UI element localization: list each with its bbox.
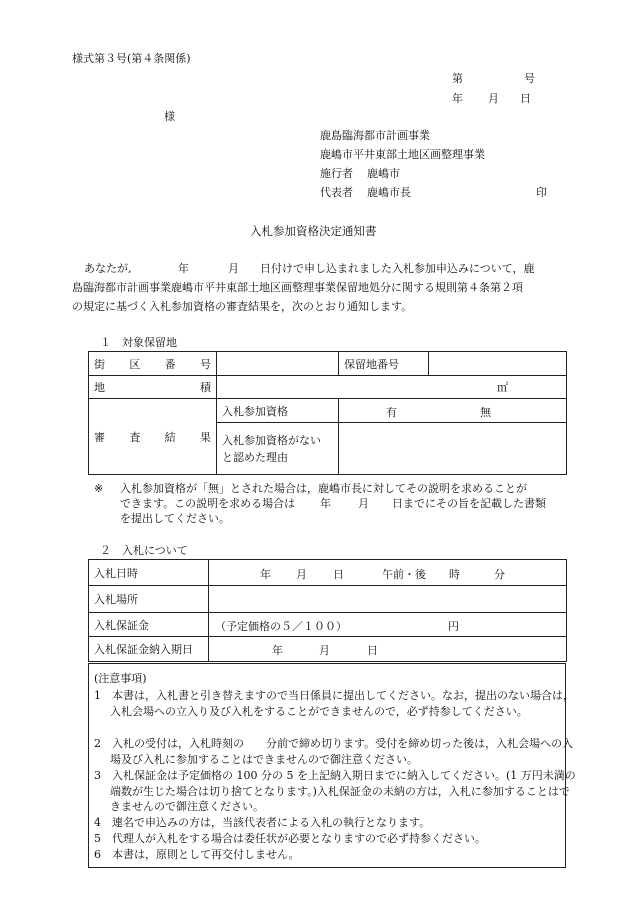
due-year: 年 — [272, 644, 283, 657]
issuer-project2: 鹿嶋市平井東部土地区画整理事業 — [320, 148, 485, 161]
eligibility-no: 無 — [480, 406, 491, 419]
doc-no-go: 号 — [524, 72, 535, 85]
remark-year: 年 — [320, 497, 331, 510]
remark-month: 月 — [358, 497, 369, 510]
bid-day: 日 — [333, 568, 344, 581]
reason-value — [339, 423, 567, 475]
date-month: 月 — [488, 92, 499, 105]
block-number-label: 街区番号 — [89, 352, 217, 376]
intro-line3: の規定に基づく入札参加資格の審査結果を，次のとおり通知します。 — [72, 300, 413, 313]
note-item-3: 3 入札保証金は予定価格の 100 分の 5 を上記納入期日までに納入してください。(1 万円未満の端数が生じた場合は切り捨てとなります。)入札保証金の未納の方は，入札に参加することはできませんので御注意ください。 — [94, 769, 576, 813]
note-item-5: 5 代理人が入札をする場合は委任状が必要となりますので必ず持参ください。 — [94, 832, 486, 845]
seal-mark: 印 — [536, 186, 547, 199]
bidding-table — [88, 559, 567, 662]
bid-month: 月 — [296, 568, 307, 581]
bid-place-label: 入札場所 — [89, 586, 209, 613]
bid-deposit-unit: 円 — [448, 620, 459, 633]
intro-line2: 島臨海都市計画事業鹿嶋市平井東部土地区画整理事業保留地処分に関する規則第４条第２項 — [72, 281, 523, 294]
representative-label: 代表者 — [320, 186, 353, 199]
remark-mark: ※ — [94, 482, 104, 495]
due-month: 月 — [319, 644, 330, 657]
result-label: 審査結果 — [89, 399, 217, 475]
bid-deposit-note: （予定価格の５／１００） — [215, 620, 347, 633]
note-item-2: 2 入札の受付は，入札時刻の 分前で締め切ります。受付を締め切った後は，入札会場への入場及び入札に参加することはできませんので御注意ください。 — [94, 737, 574, 766]
remark-line1: 入札参加資格が「無」とされた場合は，鹿嶋市長に対してその説明を求めることが — [120, 482, 527, 495]
bid-ampm: 午前・後 — [382, 568, 426, 581]
reason-label: 入札参加資格がない と認めた理由 — [217, 423, 339, 475]
remark-line3: を提出してください。 — [120, 512, 230, 525]
doc-no-dai: 第 — [452, 72, 463, 85]
remark-line2d: 日までにその旨を記載した書類 — [392, 497, 546, 510]
block-number-value — [217, 352, 339, 376]
date-year: 年 — [452, 92, 463, 105]
bid-year: 年 — [260, 568, 271, 581]
eligibility-label: 入札参加資格 — [217, 399, 339, 423]
executor-name: 鹿嶋市 — [367, 167, 400, 180]
area-unit: ㎡ — [217, 376, 567, 399]
intro-rest: 日付けで申し込まれました入札参加申込みについて，鹿 — [260, 262, 535, 275]
representative-name: 鹿嶋市長 — [367, 186, 411, 199]
remark-line2a: できます。この説明を求める場合は — [120, 497, 296, 510]
note-item-4: 4 連名で申込みの方は，当該代表者による入札の執行となります。 — [94, 816, 431, 829]
issuer-project1: 鹿島臨海都市計画事業 — [320, 129, 430, 142]
lot-number-label: 保留地番号 — [339, 352, 429, 376]
note-item-1: 1 本書は，入札書と引き替えますので当日係員に提出してください。なお，提出のない場合は，入札会場への立入り及び入札をすることができませんので，必ず持参してください。 — [94, 689, 574, 718]
section2-heading: ２ 入札について — [100, 544, 188, 557]
bid-deposit-value — [209, 613, 567, 637]
bid-minute: 分 — [494, 568, 505, 581]
recipient-suffix: 様 — [164, 110, 175, 123]
bid-hour: 時 — [449, 568, 460, 581]
deposit-due-value — [209, 637, 567, 662]
eligibility-yes: 有 — [386, 406, 397, 419]
form-number: 様式第３号(第４条関係) — [72, 52, 191, 65]
bid-datetime-value — [209, 560, 567, 586]
intro-a: あなたが, — [84, 262, 132, 275]
section1-heading: １ 対象保留地 — [100, 336, 177, 349]
intro-year: 年 — [178, 262, 189, 275]
bid-place-value — [209, 586, 567, 613]
note-item-6: 6 本書は，原則として再交付しません。 — [94, 848, 300, 861]
executor-label: 施行者 — [320, 167, 353, 180]
date-day: 日 — [520, 92, 531, 105]
due-day: 日 — [367, 644, 378, 657]
notes-heading: (注意事項) — [94, 672, 147, 685]
lot-number-value — [429, 352, 567, 376]
area-label: 地積 — [89, 376, 217, 399]
target-lot-table — [88, 351, 567, 475]
document-title: 入札参加資格決定通知書 — [250, 224, 377, 238]
deposit-due-label: 入札保証金納入期日 — [89, 637, 209, 662]
eligibility-choice — [339, 399, 567, 423]
bid-datetime-label: 入札日時 — [89, 560, 209, 586]
intro-month: 月 — [228, 262, 239, 275]
bid-deposit-label: 入札保証金 — [89, 613, 209, 637]
